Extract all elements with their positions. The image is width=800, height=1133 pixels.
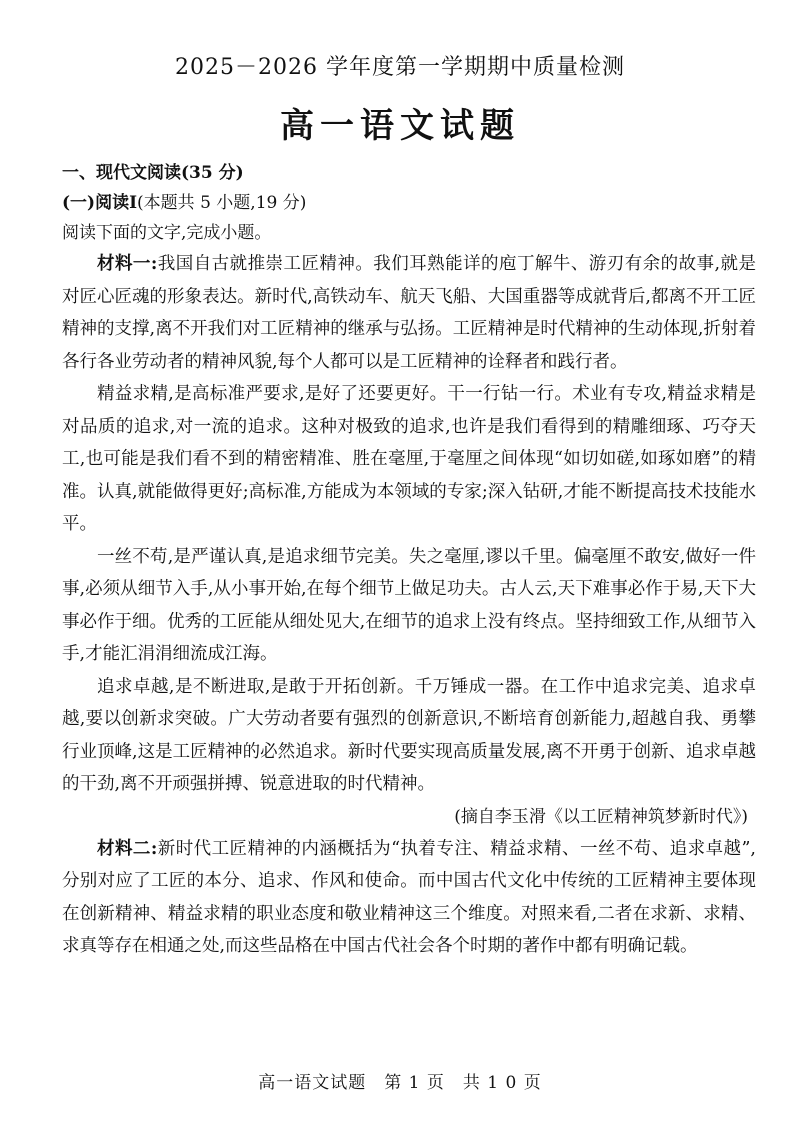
page-title: 高一语文试题	[280, 106, 520, 146]
subsection-heading	[62, 188, 756, 218]
material2-label: 材料二:	[97, 838, 158, 859]
page-footer: 高一语文试题 第 1 页 共 1 0 页	[258, 1073, 542, 1093]
material1-p1-text: 我国自古就推崇工匠精神。我们耳熟能详的庖丁解牛、游刃有余的故事,就是对匠心匠魂的形象表达。新时代,高铁动车、航天飞船、大国重器等成就背后,都离不开工匠精神的支撑,离不开我们对工匠精神的继承与弘扬。工匠精神是时代精神的生动体现,折射着各行各业劳动者的精神风貌,每个人都可以是工匠精神的诠释者和践行者。	[62, 254, 756, 372]
material1-paragraph-1	[62, 248, 756, 378]
material1-paragraph-2: 精益求精,是高标准严要求,是好了还要更好。干一行钻一行。术业有专攻,精益求精是对品质的追求,对一流的追求。这种对极致的追求,也许是我们看得到的精雕细琢、巧夺天工,也可能是我们看不到的精密精准、胜在毫厘,于毫厘之间体现“如切如磋,如琢如磨”的精准。认真,就能做得更好;高标准,方能成为本领域的专家;深入钻研,才能不断提高技术技能水平。	[62, 384, 756, 534]
material2-paragraph-1	[62, 833, 756, 963]
section-heading	[62, 158, 756, 188]
material2-p1-text: 新时代工匠精神的内涵概括为“执着专注、精益求精、一丝不苟、追求卓越”,分别对应了工匠的本分、追求、作风和使命。而中国古代文化中传统的工匠精神主要体现在创新精神、精益求精的职业态度和敬业精神这三个维度。对照来看,二者在求新、求精、求真等存在相通之处,而这些品格在中国古代社会各个时期的著作中都有明确记载。	[62, 838, 756, 956]
material1-source: (摘自李玉滑《以工匠精神筑梦新时代》)	[454, 806, 748, 827]
material1-paragraph-4: 追求卓越,是不断进取,是敢于开拓创新。千万锤成一器。在工作中追求完美、追求卓越,要以创新求突破。广大劳动者要有强烈的创新意识,不断培育创新能力,超越自我、勇攀行业顶峰,这是工匠精神的必然追求。新时代要实现高质量发展,离不开勇于创新、追求卓越的干劲,离不开顽强拼搏、锐意进取的时代精神。	[62, 676, 756, 794]
instruction: 阅读下面的文字,完成小题。	[62, 223, 272, 243]
main-content	[62, 158, 756, 963]
subsection-detail: (本题共 5 小题,19 分)	[137, 193, 307, 213]
exam-header: 2025－2026 学年度第一学期期中质量检测	[175, 55, 625, 80]
material1-label: 材料一:	[97, 254, 158, 274]
material1-paragraph-3: 一丝不苟,是严谨认真,是追求细节完美。失之毫厘,谬以千里。偏毫厘不敢安,做好一件事,必须从细节入手,从小事开始,在每个细节上做足功夫。古人云,天下难事必作于易,天下大事必作于细。优秀的工匠能从细处见大,在细节的追求上没有终点。坚持细致工作,从细节入手,才能汇涓涓细流成江海。	[62, 546, 756, 664]
section-heading-text: 一、现代文阅读(35 分)	[62, 163, 244, 183]
subsection-label: (一)阅读Ⅰ	[62, 193, 138, 213]
